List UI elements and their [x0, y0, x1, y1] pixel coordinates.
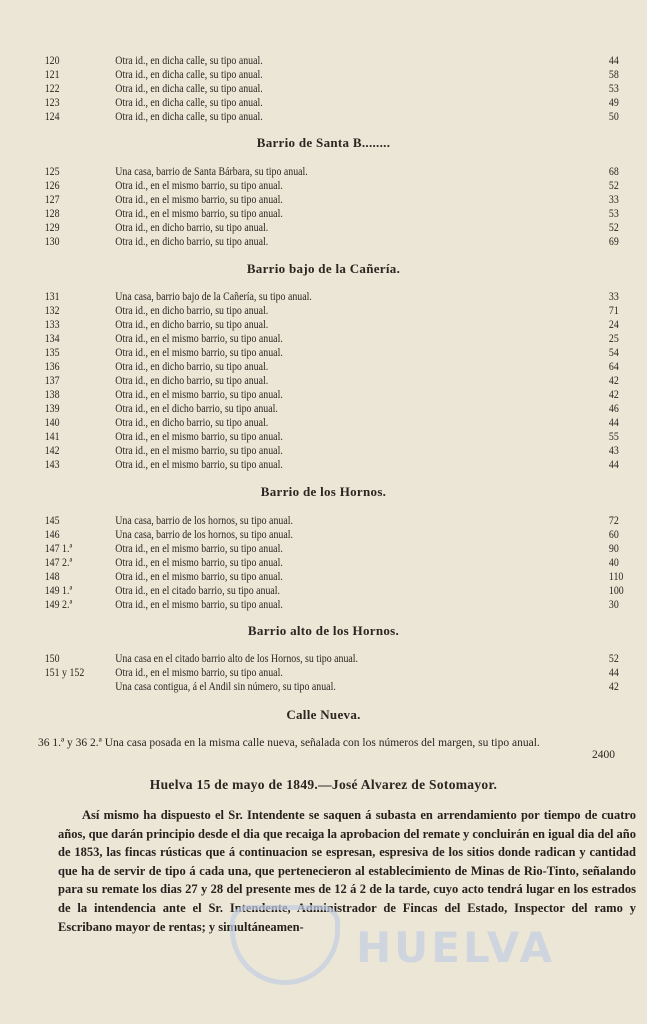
item-number: 147 2.ª — [44, 557, 73, 569]
item-value: 71 — [608, 305, 619, 317]
list-item — [0, 304, 619, 318]
item-number: 137 — [44, 375, 60, 387]
list-item — [0, 96, 619, 110]
item-number: 133 — [44, 319, 60, 331]
item-number: 143 — [44, 459, 60, 471]
item-number: 132 — [44, 305, 60, 317]
watermark — [230, 905, 556, 985]
item-description: Otra id., en dicha calle, su tipo anual. — [115, 111, 263, 123]
item-number: 36 1.ª y 36 2.ª — [38, 737, 102, 749]
item-description: Otra id., en el mismo barrio, su tipo anual. — [115, 557, 283, 569]
section-heading: Calle Nueva. — [286, 707, 361, 722]
item-value: 50 — [608, 111, 619, 123]
item-description: Una casa en el citado barrio alto de los Hornos, su tipo anual. — [115, 653, 359, 665]
item-value: 25 — [608, 333, 619, 345]
item-description: Otra id., en el mismo barrio, su tipo anual. — [115, 333, 283, 345]
item-description: Otra id., en el mismo barrio, su tipo anual. — [115, 347, 283, 359]
section-heading: Barrio alto de los Hornos. — [247, 623, 400, 638]
item-number: 131 — [44, 291, 60, 303]
item-number: 140 — [44, 417, 60, 429]
item-value: 30 — [608, 599, 619, 611]
list-item — [0, 54, 619, 68]
paragraph-text: Así mismo ha dispuesto el Sr. Intendente se saquen á subasta en arrendamiento por tiempo de cuatro años, que darán principio desde el dia que recaiga la aprobacion del remate y concluirán en igual dia del año de 1853, las fincas rústicas que á continuacion se espresan, espresiva de los sitios donde radican y cantidad que ha de servir de tipo á cada una, que pertenecieron al establecimiento de Minas de Rio-Tinto, señalando para su remate los dias 27 y 28 del presente mes de 12 á 2 de la tarde, cuyo acto tendrá lugar en los estrados de la intendencia ante el Sr. Intendente, Administrador de Fincas del Estado, Inspector del ramo y Escribano mayor de rentas; y simultáneamen- — [58, 808, 636, 934]
item-number: 146 — [44, 529, 60, 541]
item-description: Una casa, barrio de los hornos, su tipo anual. — [115, 529, 293, 541]
item-value: 42 — [608, 681, 619, 693]
item-description: Otra id., en dicho barrio, su tipo anual. — [115, 305, 269, 317]
item-description: Otra id., en dicho barrio, su tipo anual. — [115, 417, 269, 429]
item-number: 141 — [44, 431, 60, 443]
item-description: Otra id., en el mismo barrio, su tipo anual. — [115, 180, 283, 192]
shield-icon — [230, 905, 340, 985]
item-description: Una casa, barrio de Santa Bárbara, su tipo anual. — [115, 166, 308, 178]
item-value: 42 — [608, 375, 619, 387]
item-value: 33 — [608, 291, 619, 303]
item-description: Una casa, barrio de los hornos, su tipo anual. — [115, 515, 293, 527]
item-description: Otra id., en dicho barrio, su tipo anual. — [115, 361, 269, 373]
list-item — [0, 179, 619, 193]
list-item — [0, 666, 619, 680]
watermark-text: HUELVA — [356, 923, 556, 972]
item-value: 55 — [608, 431, 619, 443]
list-item — [0, 207, 619, 221]
item-number: 122 — [44, 83, 60, 95]
item-description: Otra id., en el mismo barrio, su tipo anual. — [115, 194, 283, 206]
item-number: 123 — [44, 97, 60, 109]
list-item — [0, 584, 624, 598]
item-value: 72 — [608, 515, 619, 527]
item-description: Una casa posada en la misma calle nueva, señalada con los números del margen, su tipo anual. — [104, 737, 540, 749]
section-heading: Barrio de Santa B........ — [256, 135, 391, 150]
section-heading: Barrio de los Hornos. — [260, 484, 387, 499]
list-item — [0, 318, 619, 332]
item-value: 100 — [608, 585, 624, 597]
item-value: 24 — [608, 319, 619, 331]
item-description: Otra id., en dicho barrio, su tipo anual. — [115, 222, 269, 234]
item-value: 52 — [608, 653, 619, 665]
item-description: Otra id., en el mismo barrio, su tipo anual. — [115, 208, 283, 220]
item-value: 90 — [608, 543, 619, 555]
list-item — [0, 542, 619, 556]
item-number: 142 — [44, 445, 60, 457]
item-number: 120 — [44, 55, 60, 67]
list-item — [0, 444, 619, 458]
list-item — [0, 165, 619, 179]
list-item — [0, 346, 619, 360]
list-item — [0, 570, 624, 584]
item-number: 125 — [44, 166, 60, 178]
item-value: 69 — [608, 236, 619, 248]
item-number: 145 — [44, 515, 60, 527]
list-item — [0, 388, 619, 402]
list-item — [0, 416, 619, 430]
item-value: 64 — [608, 361, 619, 373]
item-description: Otra id., en el mismo barrio, su tipo anual. — [115, 543, 283, 555]
item-number: 130 — [44, 236, 60, 248]
list-item — [0, 514, 619, 528]
item-number: 151 y 152 — [44, 667, 85, 679]
item-number: 139 — [44, 403, 60, 415]
item-value: 52 — [608, 222, 619, 234]
list-item — [0, 82, 619, 96]
item-value: 40 — [608, 557, 619, 569]
item-value: 44 — [608, 667, 619, 679]
item-value: 52 — [608, 180, 619, 192]
item-description: Otra id., en el mismo barrio, su tipo anual. — [115, 389, 283, 401]
item-value: 46 — [608, 403, 619, 415]
list-item — [0, 193, 619, 207]
item-value: 60 — [608, 529, 619, 541]
item-description: Otra id., en el citado barrio, su tipo anual. — [115, 585, 281, 597]
item-number: 149 1.ª — [44, 585, 73, 597]
item-number: 150 — [44, 653, 60, 665]
item-value: 49 — [608, 97, 619, 109]
item-description: Otra id., en el mismo barrio, su tipo anual. — [115, 667, 283, 679]
item-description: Otra id., en el mismo barrio, su tipo anual. — [115, 431, 283, 443]
item-value: 53 — [608, 83, 619, 95]
item-number: 127 — [44, 194, 60, 206]
item-description: Otra id., en dicha calle, su tipo anual. — [115, 69, 263, 81]
item-number: 136 — [44, 361, 60, 373]
item-value: 110 — [608, 571, 624, 583]
item-number: 126 — [44, 180, 60, 192]
item-number: 135 — [44, 347, 60, 359]
item-value: 43 — [608, 445, 619, 457]
item-number: 147 1.ª — [44, 543, 73, 555]
list-item — [0, 556, 619, 570]
item-number: 138 — [44, 389, 60, 401]
list-item — [0, 68, 619, 82]
item-description: Otra id., en el mismo barrio, su tipo anual. — [115, 445, 283, 457]
item-description: Otra id., en el mismo barrio, su tipo anual. — [115, 571, 283, 583]
item-description: Otra id., en dicha calle, su tipo anual. — [115, 83, 263, 95]
item-value: 68 — [608, 166, 619, 178]
item-description: Otra id., en el mismo barrio, su tipo anual. — [115, 459, 283, 471]
list-item — [0, 652, 619, 666]
list-item — [0, 430, 619, 444]
list-item — [0, 374, 619, 388]
list-item — [0, 235, 619, 249]
item-number: 128 — [44, 208, 60, 220]
list-item — [0, 110, 619, 124]
list-item — [0, 360, 619, 374]
signature-line: Huelva 15 de mayo de 1849.—José Alvarez de Sotomayor. — [149, 777, 498, 792]
list-item — [0, 680, 619, 694]
item-description: Otra id., en dicho barrio, su tipo anual. — [115, 236, 269, 248]
calle-nueva-entry — [38, 736, 598, 750]
item-value: 53 — [608, 208, 619, 220]
list-item — [0, 528, 619, 542]
item-value: 42 — [608, 389, 619, 401]
item-value: 44 — [608, 417, 619, 429]
item-value: 58 — [608, 69, 619, 81]
item-description: Otra id., en el dicho barrio, su tipo anual. — [115, 403, 278, 415]
item-value: 54 — [608, 347, 619, 359]
item-number: 124 — [44, 111, 60, 123]
list-item — [0, 598, 619, 612]
item-description: Otra id., en dicho barrio, su tipo anual. — [115, 319, 269, 331]
item-description: Otra id., en dicho barrio, su tipo anual. — [115, 375, 269, 387]
item-description: Una casa, barrio bajo de la Cañería, su tipo anual. — [115, 291, 312, 303]
item-number: 134 — [44, 333, 60, 345]
item-description: Una casa contigua, á el Andil sin número, su tipo anual. — [115, 681, 336, 693]
item-number: 129 — [44, 222, 60, 234]
item-number: 121 — [44, 69, 60, 81]
list-item — [0, 332, 619, 346]
item-description: Otra id., en el mismo barrio, su tipo anual. — [115, 599, 283, 611]
item-value: 44 — [608, 55, 619, 67]
item-number: 149 2.ª — [44, 599, 73, 611]
list-item — [0, 402, 619, 416]
item-description: Otra id., en dicha calle, su tipo anual. — [115, 97, 263, 109]
item-description: Otra id., en dicha calle, su tipo anual. — [115, 55, 263, 67]
list-item — [0, 221, 619, 235]
section-heading: Barrio bajo de la Cañería. — [246, 261, 401, 276]
list-item — [0, 458, 619, 472]
item-value: 33 — [608, 194, 619, 206]
item-number: 148 — [44, 571, 60, 583]
list-item — [0, 290, 619, 304]
item-value: 2400 — [592, 749, 615, 761]
item-value: 44 — [608, 459, 619, 471]
